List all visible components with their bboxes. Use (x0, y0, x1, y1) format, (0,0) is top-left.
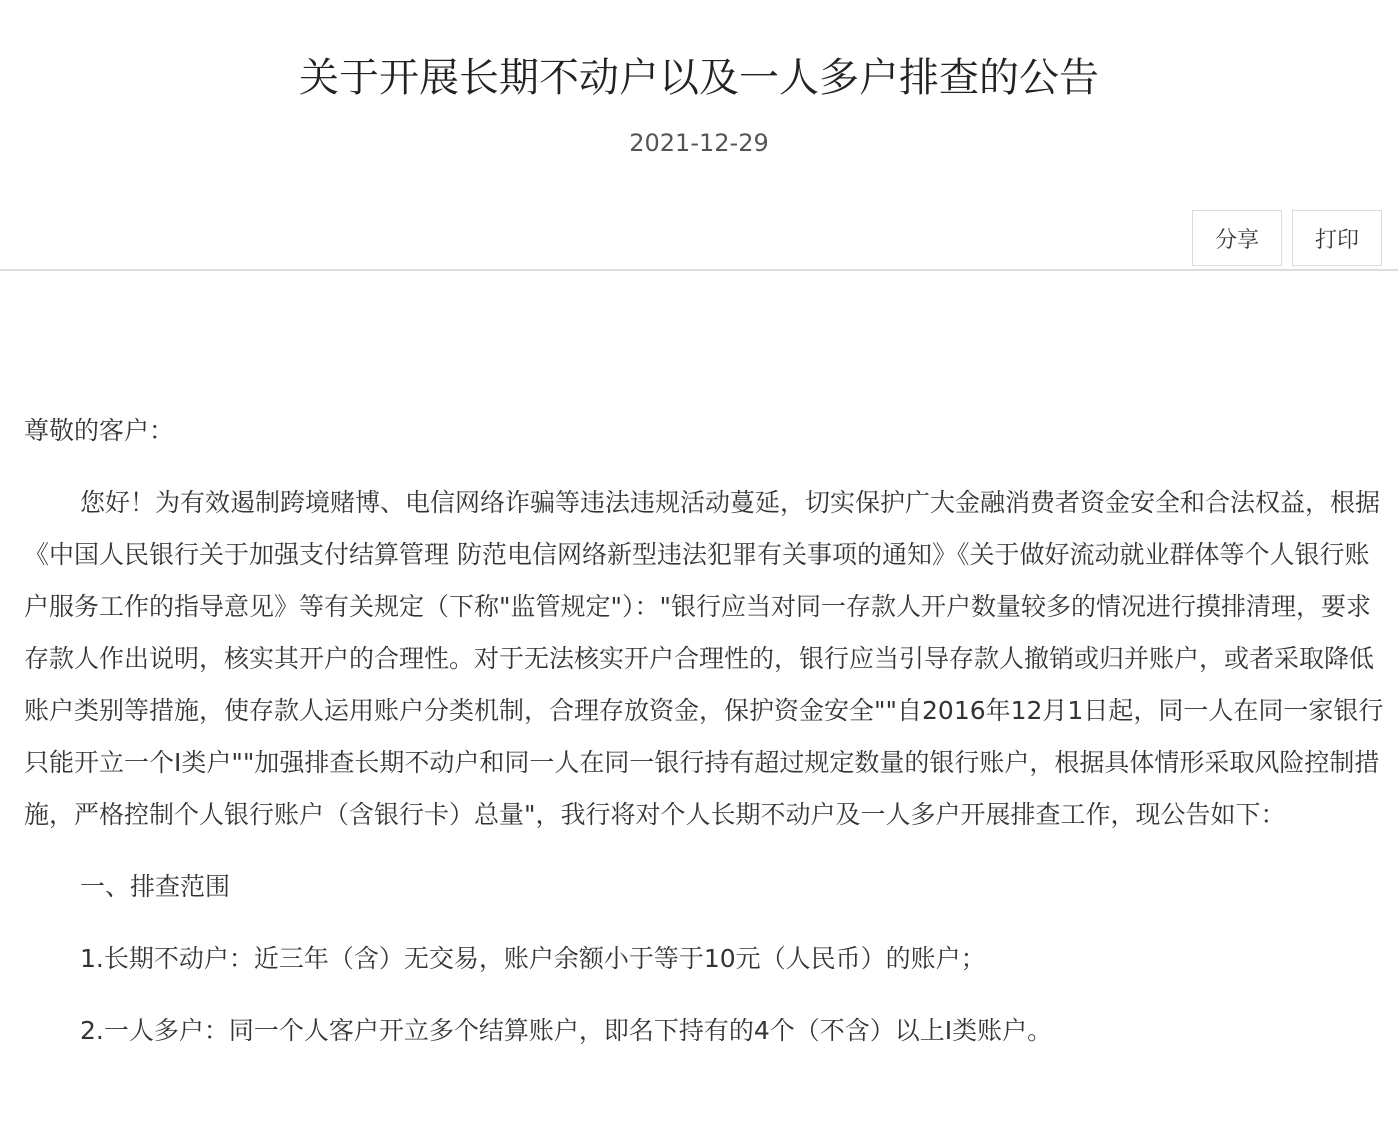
print-button[interactable]: 打印 (1292, 210, 1382, 266)
toolbar (1192, 210, 1382, 266)
share-button[interactable]: 分享 (1192, 210, 1282, 266)
page-title: 关于开展长期不动户以及一人多户排查的公告 (299, 55, 1099, 101)
publish-date: 2021-12-29 (629, 129, 769, 157)
intro-paragraph: 您好！为有效遏制跨境赌博、电信网络诈骗等违法违规活动蔓延，切实保护广大金融消费者资金安全和合法权益，根据《中国人民银行关于加强支付结算管理 防范电信网络新型违法犯罪有关事项的通知》《关于做好流动就业群体等个人银行账户服务工作的指导意见》等有关规定（下称"监管规定"）："银行应当对同一存款人开户数量较多的情况进行摸排清理，要求存款人作出说明，核实其开户的合理性。对于无法核实开户合理性的，银行应当引导存款人撤销或归并账户，或者采取降低账户类别等措施，使存款人运用账户分类机制，合理存放资金，保护资金安全""自2016年12月1日起，同一人在同一家银行只能开立一个Ⅰ类户""加强排查长期不动户和同一人在同一银行持有超过规定数量的银行账户，根据具体情形采取风险控制措施，严格控制个人银行账户（含银行卡）总量"，我行将对个人长期不动户及一人多户开展排查工作，现公告如下： (24, 488, 1384, 829)
greeting: 尊敬的客户： (24, 416, 175, 445)
header-divider (0, 269, 1398, 271)
article-body (24, 405, 1384, 1077)
list-item: 2.一人多户：同一个人客户开立多个结算账户，即名下持有的4个（不含）以上Ⅰ类账户。 (80, 1016, 1053, 1045)
section-heading: 一、排查范围 (80, 872, 231, 901)
list-item: 1.长期不动户：近三年（含）无交易，账户余额小于等于10元（人民币）的账户； (80, 944, 986, 973)
